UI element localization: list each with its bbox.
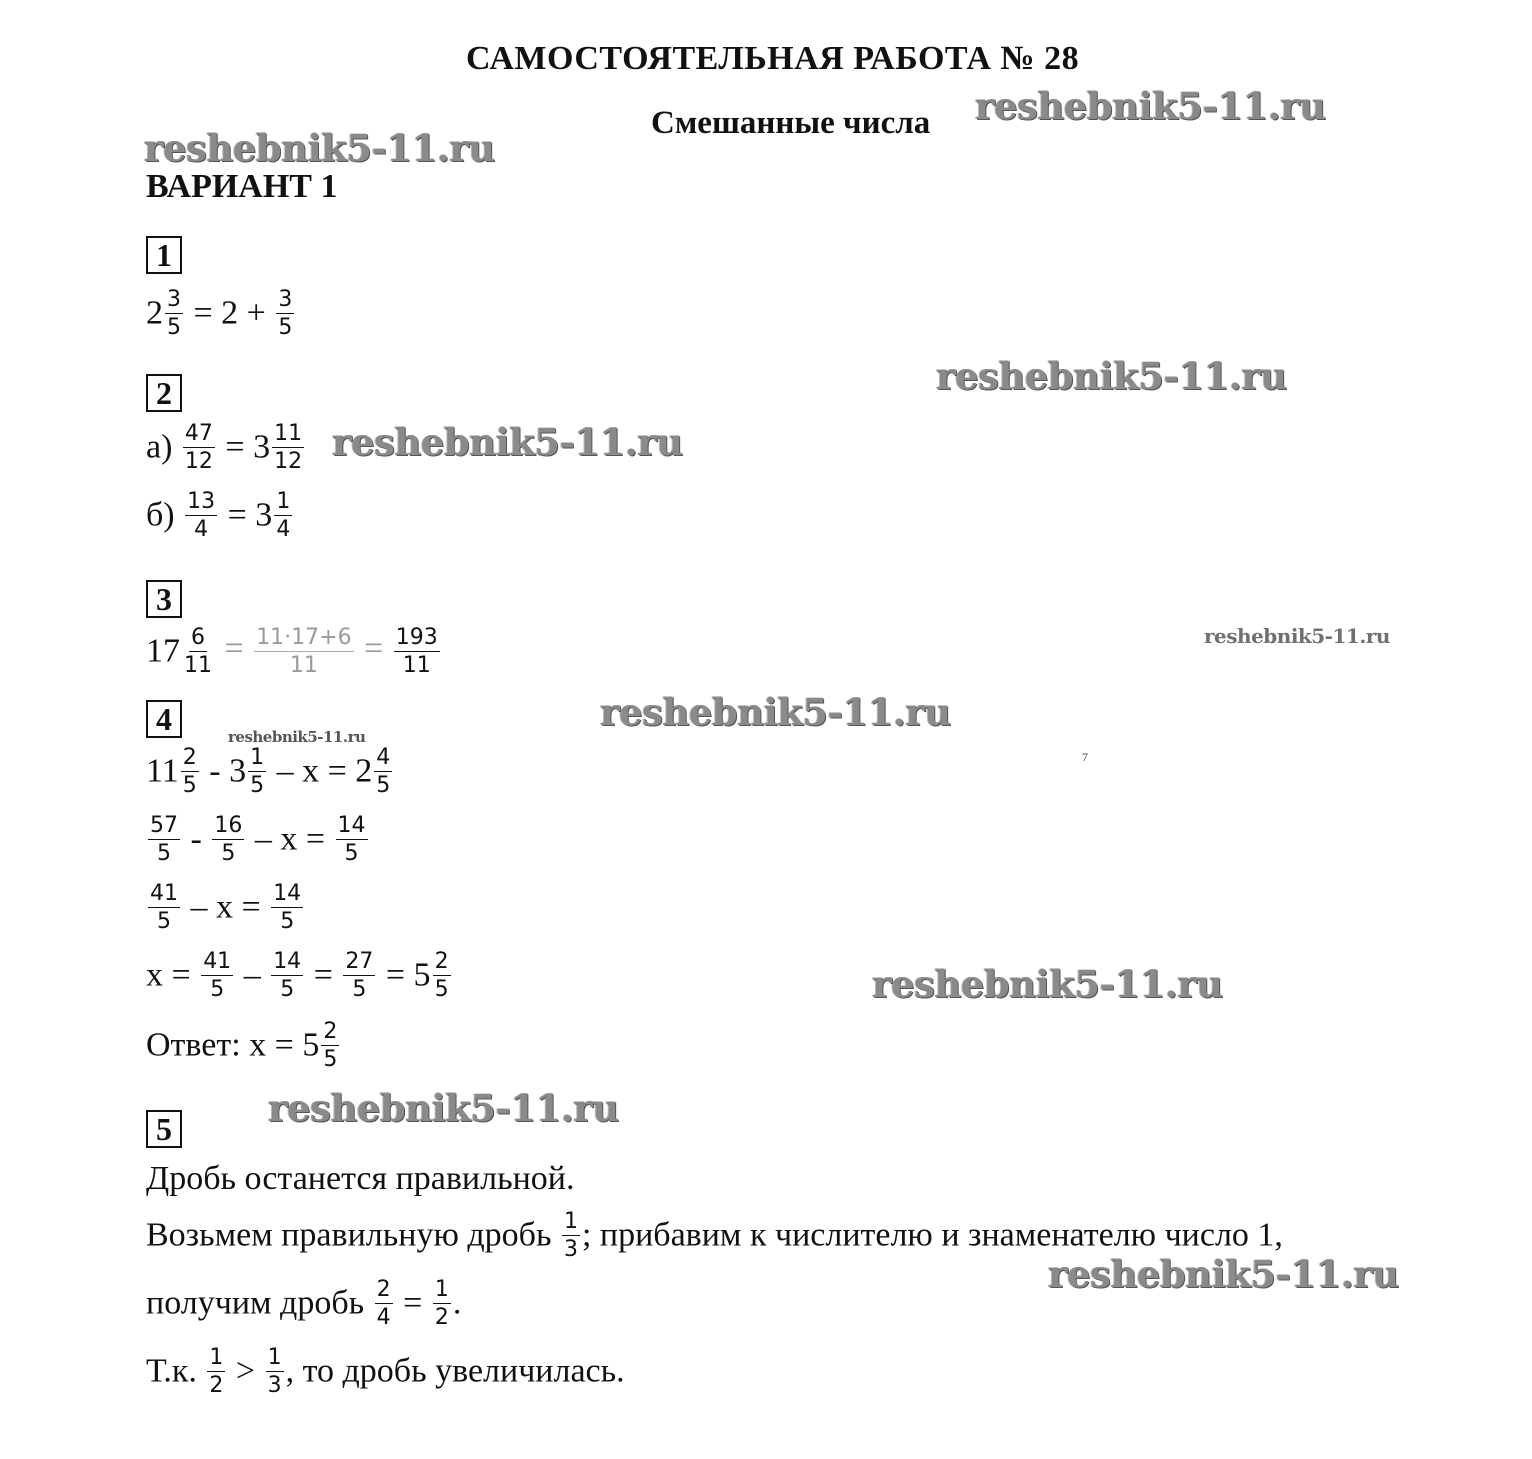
math-text: Возьмем правильную дробь (146, 1216, 552, 1254)
fraction (201, 950, 233, 1001)
denominator: 12 (184, 449, 213, 475)
task-number-2: 2 (146, 374, 182, 412)
denominator: 5 (250, 773, 265, 799)
task-number-4: 4 (146, 700, 182, 738)
fraction (183, 422, 215, 473)
math-text: – x = (254, 820, 326, 858)
math-text: получим дробь (146, 1284, 365, 1322)
denominator: 3 (267, 1373, 282, 1399)
math-text: - (190, 820, 202, 858)
task4-answer (146, 1020, 341, 1071)
numerator: 27 (343, 950, 375, 976)
math-text: – x = 2 (276, 752, 373, 790)
task5-line-3 (146, 1278, 461, 1329)
math-text: Т.к. (146, 1352, 197, 1390)
math-text: = 5 (385, 956, 431, 994)
task5-line-2 (146, 1210, 1283, 1261)
page-subtitle: Смешанные числа (651, 105, 931, 141)
math-text: б) (146, 496, 175, 534)
numerator: 14 (271, 882, 303, 908)
denominator: 2 (209, 1373, 224, 1399)
math-text: а) (146, 428, 173, 466)
denominator: 5 (352, 977, 367, 1003)
denominator: 4 (276, 517, 291, 543)
numerator: 3 (276, 288, 294, 314)
fraction (165, 288, 183, 339)
denominator: 5 (157, 841, 171, 867)
denominator: 4 (376, 1305, 391, 1331)
fraction (148, 882, 180, 933)
numerator: 41 (201, 950, 233, 976)
math-text: = 3 (227, 496, 273, 534)
variant-label: ВАРИАНТ 1 (146, 168, 338, 205)
task5-line-4 (146, 1346, 625, 1397)
task2-line-b (146, 490, 294, 541)
numerator: 1 (248, 746, 266, 772)
math-text: = 3 (225, 428, 271, 466)
fraction (562, 1210, 580, 1261)
task2-line-a (146, 422, 306, 473)
math-text: - 3 (209, 752, 247, 790)
math-text: = (403, 1284, 423, 1322)
fraction (271, 882, 303, 933)
fraction (394, 626, 440, 677)
numerator: 2 (433, 950, 451, 976)
watermark: reshebnik5-11.ru (228, 728, 366, 746)
watermark: reshebnik5-11.ru (975, 84, 1326, 128)
numerator: 2 (321, 1020, 339, 1046)
denominator: 5 (280, 977, 295, 1003)
numerator: 13 (185, 490, 217, 516)
denominator: 5 (210, 977, 225, 1003)
fraction (248, 746, 266, 797)
numerator: 2 (181, 746, 199, 772)
denominator: 5 (182, 773, 197, 799)
fraction (266, 1346, 284, 1397)
numerator: 1 (266, 1346, 284, 1372)
denominator: 11 (289, 653, 318, 679)
math-text: = $\frac{11\cdot 17+6}{11}$ = (224, 625, 384, 679)
numerator: 14 (336, 814, 368, 840)
task4-line-3 (146, 882, 305, 933)
denominator: 3 (563, 1237, 578, 1263)
task-number-1: 1 (146, 236, 182, 274)
fraction (271, 950, 303, 1001)
fraction (274, 490, 292, 541)
fraction (182, 626, 214, 677)
denominator: 11 (402, 653, 431, 679)
numerator: 4 (374, 746, 392, 772)
numerator: 11 (272, 422, 304, 448)
watermark: reshebnik5-11.ru (1048, 1252, 1399, 1296)
task-number-5: 5 (146, 1110, 182, 1148)
math-text: , то дробь увеличилась. (285, 1352, 625, 1390)
fraction (181, 746, 199, 797)
math-text: x = (146, 956, 191, 994)
fraction (185, 490, 217, 541)
watermark: reshebnik5-11.ru (872, 962, 1223, 1006)
watermark: reshebnik5-11.ru (332, 420, 683, 464)
fraction (276, 288, 294, 339)
numerator: 14 (271, 950, 303, 976)
math-text: > (235, 1352, 256, 1390)
denominator: 5 (376, 773, 391, 799)
denominator: 5 (167, 315, 181, 341)
denominator: 5 (278, 315, 293, 341)
denominator: 12 (274, 449, 303, 475)
fraction (433, 950, 451, 1001)
numerator: 41 (148, 882, 180, 908)
page-title: САМОСТОЯТЕЛЬНАЯ РАБОТА № 28 (466, 40, 1080, 77)
watermark: reshebnik5-11.ru (936, 354, 1287, 398)
watermark: reshebnik5-11.ru (1204, 624, 1390, 648)
denominator: 5 (344, 841, 359, 867)
task5-line-1: Дробь останется правильной. (146, 1160, 575, 1197)
fraction (321, 1020, 339, 1071)
fraction (207, 1346, 225, 1397)
task3-equation (146, 626, 442, 677)
numerator: 1 (433, 1278, 451, 1304)
denominator: 2 (434, 1305, 449, 1331)
math-text: – x = (190, 888, 261, 926)
numerator: 57 (148, 814, 180, 840)
math-text: 11 (146, 752, 179, 790)
fraction (212, 814, 244, 865)
task4-line-2 (146, 814, 370, 865)
math-text: = (313, 956, 333, 994)
numerator: 6 (189, 626, 207, 652)
denominator: 5 (221, 841, 236, 867)
numerator: 16 (212, 814, 244, 840)
fraction (254, 626, 353, 677)
denominator: 5 (280, 909, 295, 935)
numerator: 1 (274, 490, 292, 516)
fraction (374, 746, 392, 797)
task-number-3: 3 (146, 580, 182, 618)
fraction (433, 1278, 451, 1329)
watermark: reshebnik5-11.ru (144, 126, 495, 170)
numerator: 11·17+6 (254, 626, 353, 652)
whole-part: 2 (146, 294, 163, 332)
watermark: reshebnik5-11.ru (268, 1086, 619, 1130)
fraction (343, 950, 375, 1001)
math-text: – (243, 956, 261, 994)
denominator: 4 (194, 517, 209, 543)
watermark: reshebnik5-11.ru (600, 690, 951, 734)
math-text: = 2 + (193, 294, 266, 332)
math-text: . (452, 1284, 462, 1322)
math-text: Ответ: x = 5 (146, 1026, 320, 1064)
fraction (375, 1278, 393, 1329)
fraction (336, 814, 368, 865)
fraction (148, 814, 180, 865)
numerator: 3 (165, 288, 183, 314)
numerator: 2 (375, 1278, 393, 1304)
denominator: 5 (434, 977, 449, 1003)
stray-mark: 7 (1082, 750, 1088, 764)
denominator: 11 (184, 653, 212, 679)
denominator: 5 (323, 1047, 338, 1073)
task1-equation (146, 288, 296, 339)
math-text: 17 (146, 632, 180, 670)
math-text: ; прибавим к числителю и знаменателю число 1, (581, 1216, 1283, 1254)
task4-line-4 (146, 950, 453, 1001)
denominator: 5 (157, 909, 171, 935)
numerator: 193 (394, 626, 440, 652)
numerator: 1 (207, 1346, 225, 1372)
task4-line-1 (146, 746, 394, 797)
fraction (272, 422, 304, 473)
numerator: 47 (183, 422, 215, 448)
numerator: 1 (562, 1210, 580, 1236)
